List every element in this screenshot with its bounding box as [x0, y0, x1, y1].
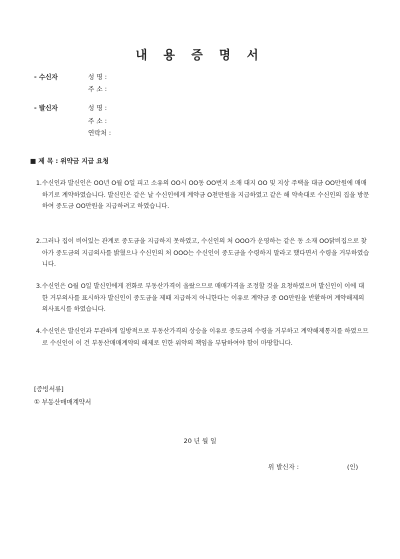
sender-address-field: 주 소 :: [88, 117, 107, 125]
paragraph-3: [36, 281, 370, 316]
paragraph-number: 3.: [36, 283, 42, 290]
sender-contact-field: 연락처 :: [88, 129, 112, 137]
paragraph-2: [36, 236, 370, 271]
paragraph-number: 4.: [36, 328, 42, 335]
paragraph-text: 수신인과 발신인은 OO년 O월 O일 피고 소유의 OO시 OO동 OO번지 소재 대지 OO 및 지상 주택을 대금 OO만원에 매매하기로 계약하였습니다. 발신인은 같은 날 수신인에게 계약금 O천만원을 지급하였고 같은 해 약속대로 수신인의 집을 방문하여 중도금 OO만원을 지급하려고 하였습니다.: [42, 180, 370, 210]
document-date: 20 년 월 일: [183, 437, 217, 445]
paragraph-text: 수신인은 O월 O일 발신인에게 전화로 부동산가격이 올랐으므로 매매가격을 조정할 것을 요청하였으며 발신인이 이에 대한 거부의사를 표시하자 발신인이 중도금을 제때 지급하지 아니한다는 이유로 계약금 중 OO만원을 반환하며 계약해제의 의사표시를 하였습니다.: [42, 283, 365, 313]
paragraph-4: [36, 326, 370, 349]
evidence-header: [증빙서류]: [34, 385, 64, 393]
subject-line: ■ 제 목 : 위약금 지급 요청: [30, 157, 109, 165]
sender-label: - 발신자: [34, 104, 58, 112]
signature-label: 위 발신자 :: [268, 463, 299, 471]
paragraph-number: 1.: [36, 180, 42, 187]
recipient-label: - 수신자: [34, 73, 58, 81]
paragraph-text: 그러나 집이 비어있는 관계로 중도금을 지급하지 못하였고, 수신인의 처 OOO가 운영하는 같은 동 소재 OO닭비집으로 찾아가 중도금의 지급의사를 밝혔으나 수신인의 처 OOO는 수신인이 중도금을 수령하지 말라고 했다면서 수령을 거부하였습니다.: [42, 238, 370, 268]
paragraph-text: 수신인은 발신인과 무관하게 일방적으로 부동산가격의 상승을 이유로 중도금의 수령을 거부하고 계약해제통지를 하였으므로 수신인이 이 건 부동산매매계약의 해제로 인한 위약의 책임을 부담하여야 함이 마땅합니다.: [42, 328, 369, 347]
paragraph-1: [36, 178, 370, 213]
seal-placeholder: (인): [347, 463, 359, 471]
paragraph-number: 2.: [36, 238, 42, 245]
recipient-name-field: 성 명 :: [88, 73, 107, 81]
recipient-address-field: 주 소 :: [88, 85, 107, 93]
page-title: 내 용 증 명 서: [135, 48, 265, 62]
evidence-item: ① 부동산매매계약서: [34, 398, 92, 406]
sender-name-field: 성 명 :: [88, 104, 107, 112]
